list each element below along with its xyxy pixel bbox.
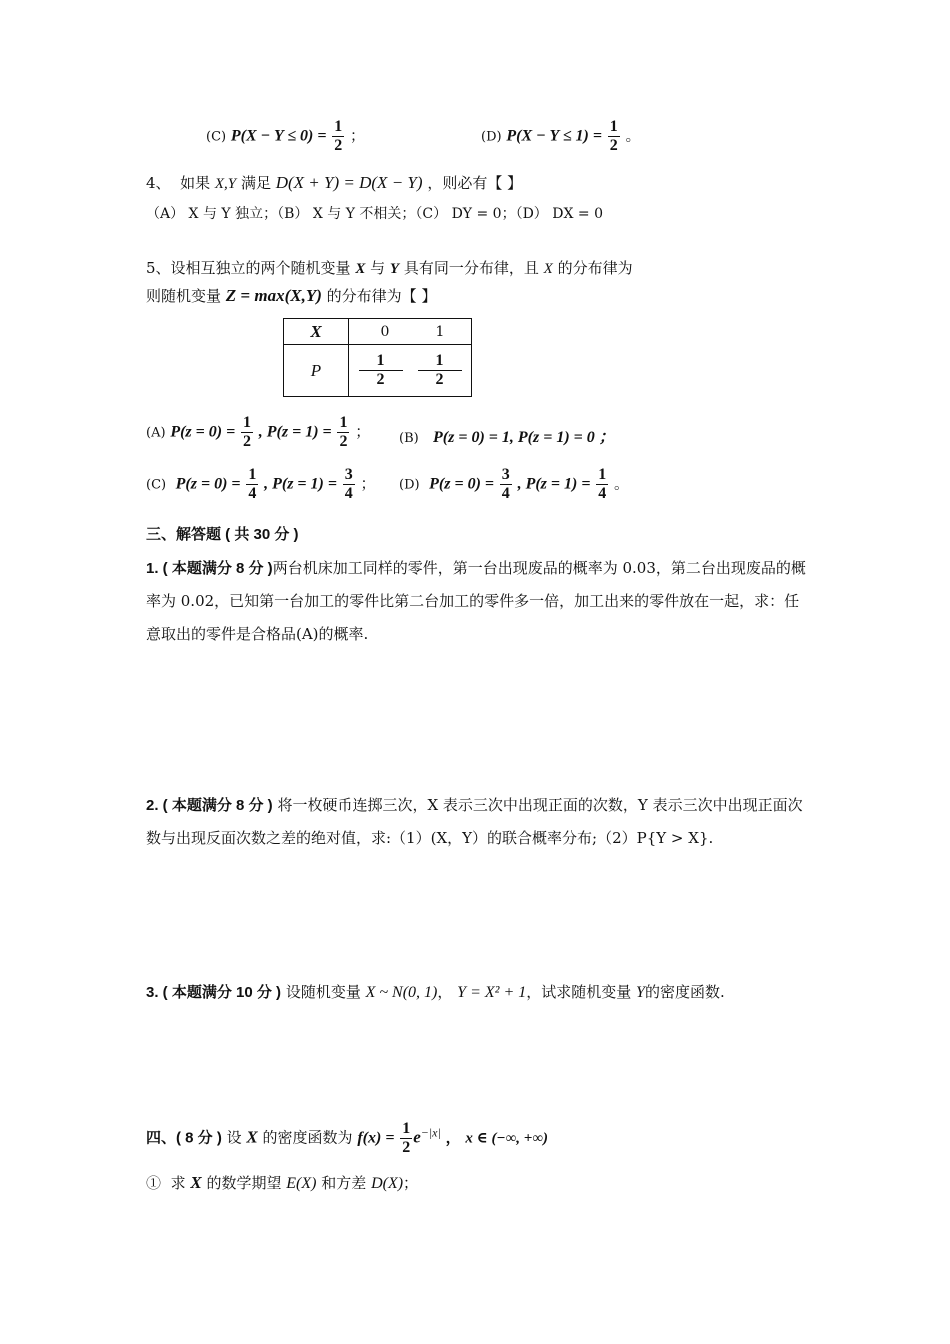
- problem-2-body: 将一枚硬币连掷三次，X 表示三次中出现正面的次数，Y 表示三次中出现正面次数与出现反面次数之差的绝对值，求:（1）(X，Y）的联合概率分布;（2）P{Y > X}.: [146, 796, 803, 847]
- q5-option-c: (C) P(z = 0) = $\frac{1}{4}$ , P(z = 1) = $\frac{3}{4}$ ；: [146, 466, 376, 502]
- q3-option-c: (C) P(X − Y ≤ 0) = $\frac{1}{2}$ ；: [206, 118, 366, 154]
- problem-1: [146, 552, 810, 651]
- problem-2-head: 2. ( 本题满分 8 分 ): [146, 797, 273, 814]
- q5-option-b: (B) P(z = 0) = 1, P(z = 1) = 0 ；: [399, 429, 615, 446]
- q5-option-d: (D) P(z = 0) = $\frac{3}{4}$ , P(z = 1) = $\frac{1}{4}$ 。: [399, 466, 630, 502]
- q3-option-d: (D) P(X − Y ≤ 1) = $\frac{1}{2}$ 。: [481, 118, 641, 154]
- section3-title: 三、解答题 ( 共 30 分 ): [146, 526, 299, 543]
- problem-2: [146, 789, 810, 855]
- problem-1-head: 1. ( 本题满分 8 分 ): [146, 560, 273, 577]
- table-p0-fraction: $\frac{1}{2}$: [359, 352, 403, 389]
- q4-stem: 4、 如果 X,Y 满足 D(X + Y) = D(X − Y) ，则必有【 】: [146, 173, 523, 192]
- q3-d-expr: P(X − Y ≤ 1) =: [506, 127, 602, 145]
- q3-c-expr: P(X − Y ≤ 0) =: [230, 127, 327, 145]
- q3-d-fraction: $\frac{1}{2}$: [609, 118, 618, 154]
- table-row-label-p: P: [284, 345, 349, 397]
- q3-c-label: (C): [206, 129, 227, 145]
- q5-option-a: (A) P(z = 0) = $\frac{1}{2}$ , P(z = 1) = $\frac{1}{2}$ ；: [146, 414, 371, 450]
- table-values-p: [349, 345, 472, 397]
- table-row-label-x: X: [284, 319, 349, 345]
- q5-line1: 5、设相互独立的两个随机变量 X 与 Y 具有同一分布律，且 X 的分布律为: [146, 259, 633, 277]
- problem-1-body: 两台机床加工同样的零件，第一台出现废品的概率为 0.03，第二台出现废品的概率为 0.02，已知第一台加工的零件比第二台加工的零件多一倍，加工出来的零件放在一起，求：任意取出的零件是合格品(A)的概率.: [146, 559, 806, 643]
- q3-d-label: (D): [481, 129, 502, 145]
- q4-options: （A） X 与 Y 独立；（B） X 与 Y 不相关；（C） DY = 0；（D） DX = 0: [146, 206, 603, 222]
- q5-line2: 则随机变量 Z = max(X,Y) 的分布律为【 】: [146, 286, 437, 305]
- problem-3: 3. ( 本题满分 10 分 ) 设随机变量 X ~ N(0, 1)， Y = X² + 1，试求随机变量 Y的密度函数.: [146, 983, 725, 1001]
- distribution-table: [283, 318, 472, 397]
- section4-line: 四、( 8 分 ) 设 X 的密度函数为 f(x) = $\frac{1}{2}$ $e^{-|x|}$ ， x ∈ (−∞, +∞): [146, 1120, 549, 1156]
- section4-head: 四、( 8 分 ): [146, 1129, 222, 1147]
- q3-c-fraction: $\frac{1}{2}$: [334, 118, 343, 154]
- table-p1-fraction: $\frac{1}{2}$: [418, 352, 462, 389]
- table-values-x: 0 1: [349, 319, 472, 345]
- problem-3-head: 3. ( 本题满分 10 分 ): [146, 984, 282, 1001]
- section4-item1: ① 求 X 的数学期望 E(X) 和方差 D(X)；: [146, 1173, 419, 1192]
